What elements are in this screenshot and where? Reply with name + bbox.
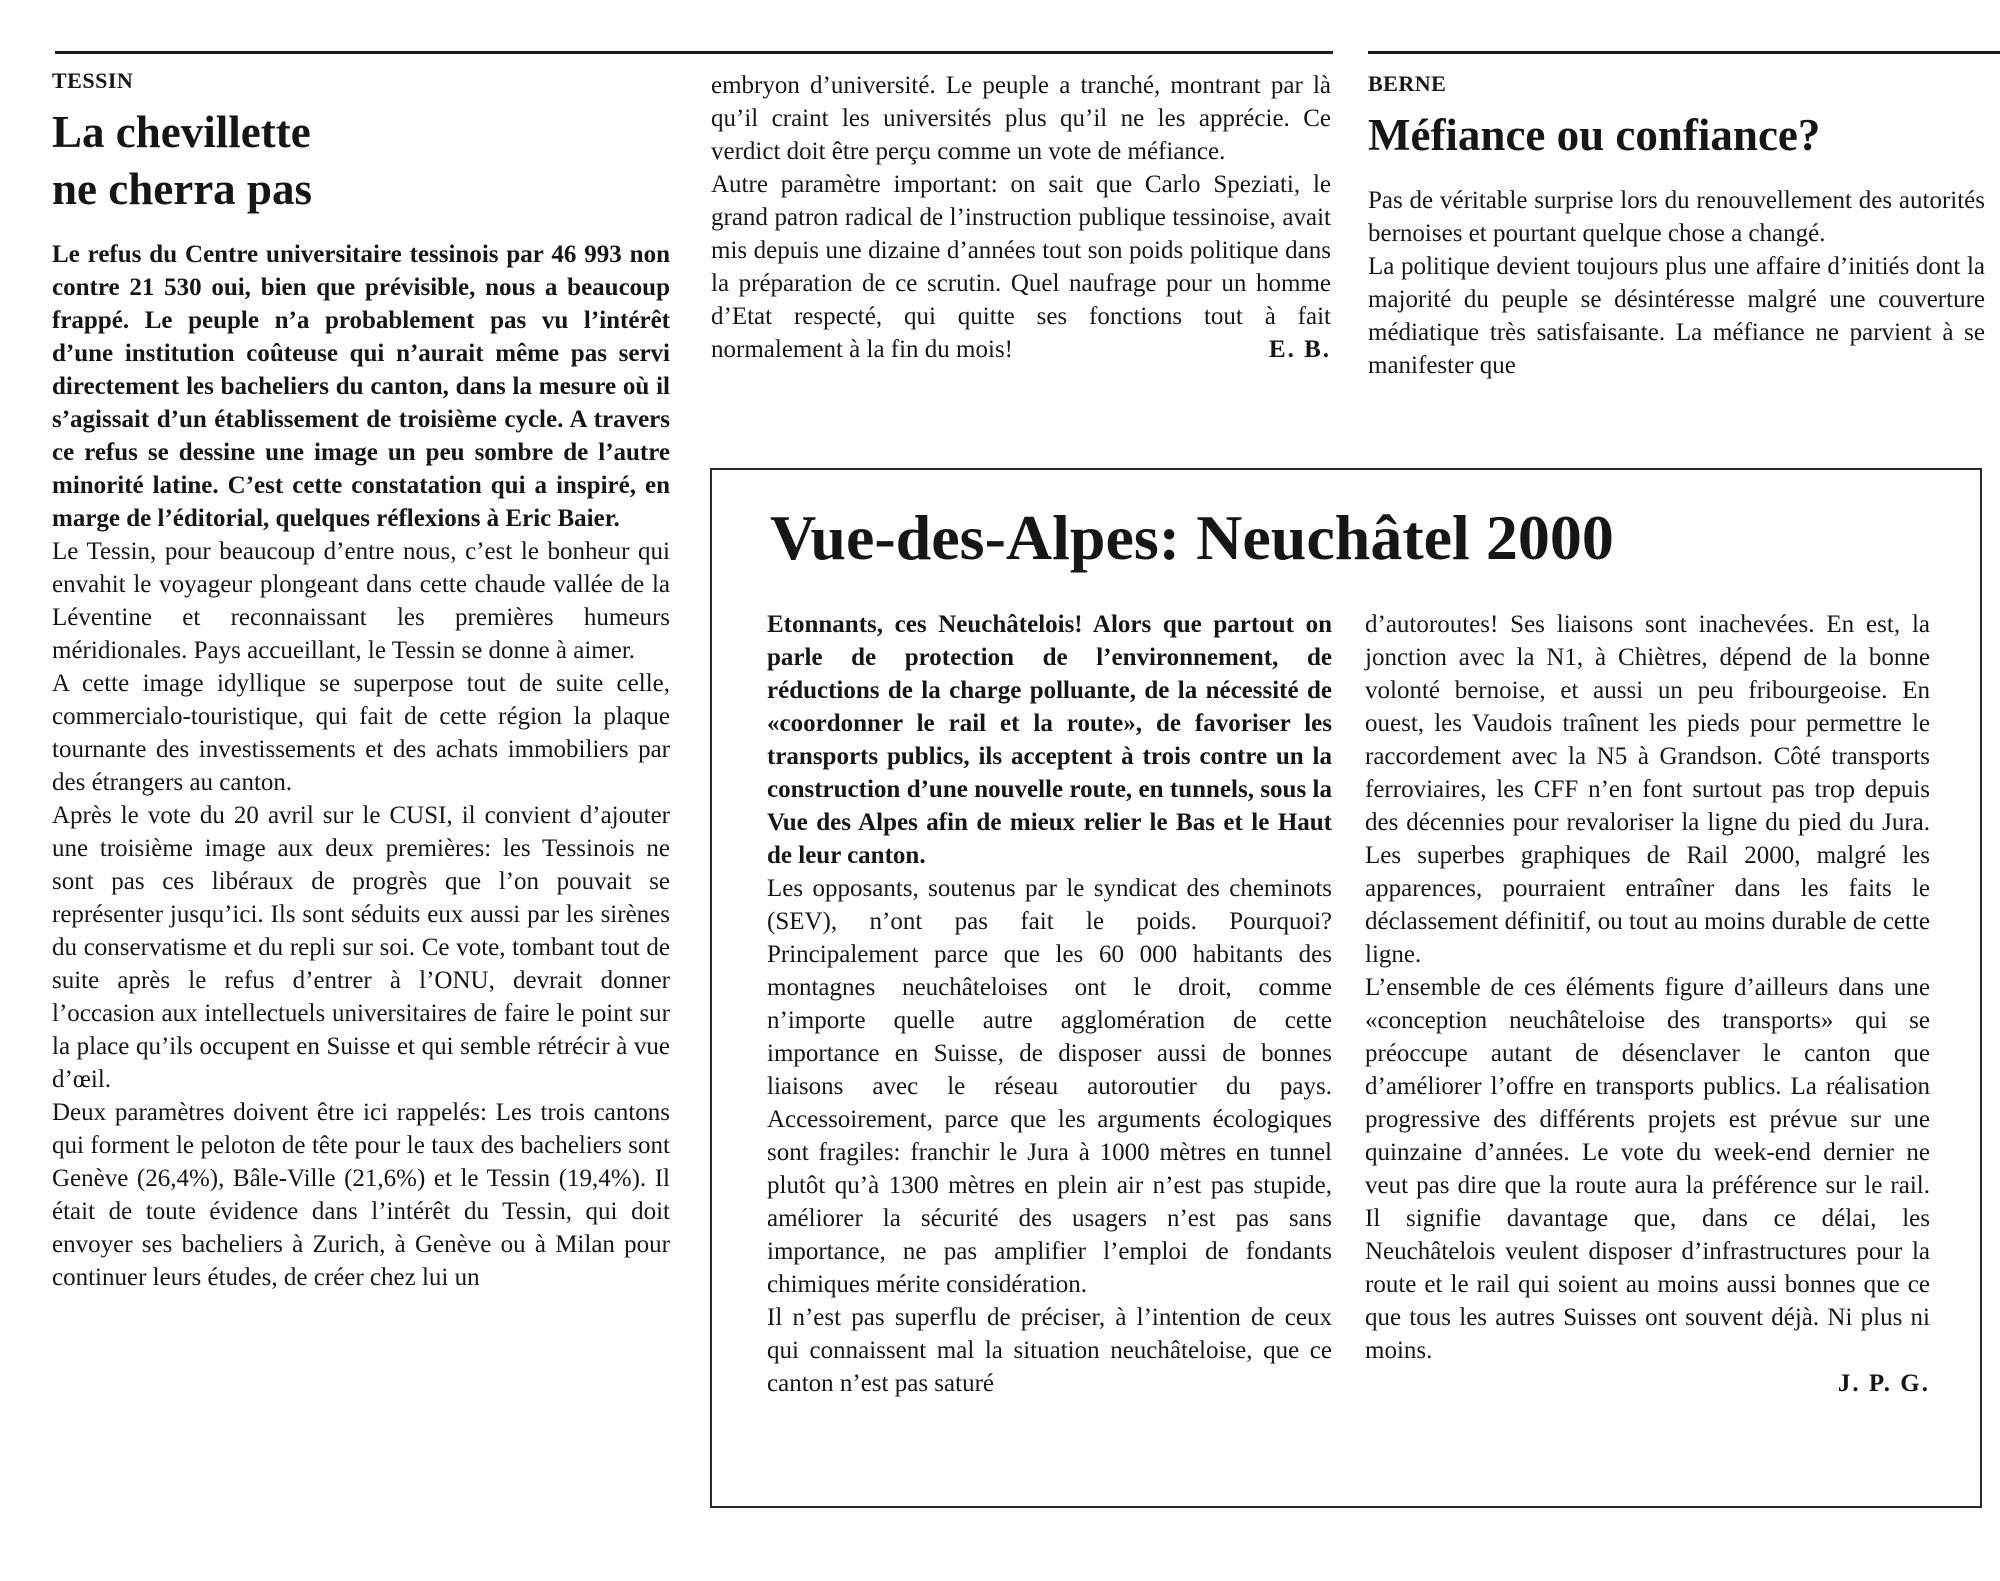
berne-paragraph: Pas de véritable surprise lors du renouvellement des autorités bernoises et pourtant quelque chose a changé. <box>1368 187 1985 247</box>
tessin-continuation-paragraph: embryon d’université. Le peuple a tranché, montrant par là qu’il craint les universités plus qu’il ne les apprécie. Ce verdict doit être perçu comme un vote de méfiance. <box>711 72 1331 165</box>
neuchatel-signature: J. P. G. <box>1837 1370 1930 1397</box>
tessin-lead: Le refus du Centre universitaire tessinois par 46 993 non contre 21 530 oui, bien que prévisible, nous a beaucoup frappé. Le peuple n’a probablement pas vu l’intérêt d’une institution coûteuse qui n’aurait même pas servi directement les bacheliers du canton, dans la mesure où il s’agissait d’un établissement de troisième cycle. A travers ce refus se dessine une image un peu sombre de l’autre minorité latine. C’est cette constatation qui a inspiré, en marge de l’éditorial, quelques réflexions à Eric Baier. <box>52 241 670 532</box>
top-rule-right <box>1368 51 2000 54</box>
neuchatel-paragraph: L’ensemble de ces éléments figure d’ailleurs dans une «conception neuchâteloise des transports» qui se préoccupe autant de désenclaver le canton que d’améliorer l’offre en transports publics. La réalisation progressive des différents projets est prévue sur une quinzaine d’années. Le vote du week-end dernier ne veut pas dire que la route aura la préférence sur le rail. Il signifie davantage que, dans ce délai, les Neuchâtelois veulent disposer d’infrastructures pour la route et le rail qui soient au moins aussi bonnes que ce que tous les autres Suisses ont souvent déjà. Ni plus ni moins. <box>1365 974 1930 1364</box>
tessin-column <box>52 66 670 1294</box>
tessin-headline-line2: ne cherra pas <box>52 164 312 214</box>
tessin-continuation-text: Autre paramètre important: on sait que Carlo Speziati, le grand patron radical de l’instruction publique tessinoise, avait mis depuis une dizaine d’années tout son poids politique dans la préparation de ce scrutin. Quel naufrage pour un homme d’Etat respecté, qui quitte ses fonctions tout à fait normalement à la fin du mois! <box>711 171 1331 363</box>
neuchatel-column-2 <box>1365 608 1930 1400</box>
neuchatel-paragraph: d’autoroutes! Ses liaisons sont inachevées. En est, la jonction avec la N1, à Chiètres, dépend de la bonne volonté bernoise, et aussi un peu fribourgeoise. En ouest, les Vaudois traînent les pieds pour permettre le raccordement avec la N5 à Grandson. Côté transports ferroviaires, les CFF n’en font surtout pas trop depuis des décennies pour revaloriser la ligne du pied du Jura. Les superbes graphiques de Rail 2000, malgré les apparences, pourraient entraîner dans les faits le déclassement définitif, ou tout au moins durable de cette ligne. <box>1365 611 1930 968</box>
neuchatel-headline: Vue-des-Alpes: Neuchâtel 2000 <box>770 502 1614 573</box>
tessin-headline <box>52 104 670 218</box>
berne-column <box>1368 69 1985 382</box>
tessin-signature: E. B. <box>1268 336 1331 363</box>
berne-kicker: BERNE <box>1368 71 1447 96</box>
neuchatel-paragraph: Les opposants, soutenus par le syndicat des cheminots (SEV), n’ont pas fait le poids. Pourquoi? Principalement parce que les 60 000 habitants des montagnes neuchâteloises ont le droit, comme n’importe quelle autre agglomération de cette importance en Suisse, de disposer aussi de bonnes liaisons avec le réseau autoroutier du pays. Accessoirement, parce que les arguments écologiques sont fragiles: franchir le Jura à 1000 mètres en tunnel plutôt qu’à 1300 mètres en plein air n’est pas stupide, améliorer la sécurité des usagers n’est pas sans importance, ne pas amplifier l’emploi de fondants chimiques mérite considération. <box>767 875 1332 1298</box>
tessin-continuation-column <box>711 69 1331 366</box>
tessin-continuation-paragraph <box>711 168 1331 366</box>
berne-paragraph: La politique devient toujours plus une affaire d’initiés dont la majorité du peuple se désintéresse malgré une couverture médiatique très satisfaisante. La méfiance ne parvient à se manifester que <box>1368 253 1985 379</box>
tessin-kicker: TESSIN <box>52 68 134 93</box>
tessin-paragraph: Après le vote du 20 avril sur le CUSI, il convient d’ajouter une troisième image aux deux premières: les Tessinois ne sont pas ces libéraux de progrès que l’on pouvait se représenter jusqu’ici. Ils sont séduits eux aussi par les sirènes du conservatisme et du repli sur soi. Ce vote, tombant tout de suite après le refus d’entrer à l’ONU, devrait donner l’occasion aux intellectuels universitaires de faire le point sur la place qu’ils occupent en Suisse et qui semble rétrécir à vue d’œil. <box>52 802 670 1093</box>
tessin-paragraph: A cette image idyllique se superpose tout de suite celle, commercialo-touristique, qui fait de cette région la plaque tournante des investissements et des achats immobiliers par des étrangers au canton. <box>52 670 670 796</box>
neuchatel-column-1 <box>767 608 1332 1400</box>
tessin-headline-line1: La chevillette <box>52 107 311 157</box>
berne-headline: Méfiance ou confiance? <box>1368 110 1821 160</box>
tessin-paragraph: Deux paramètres doivent être ici rappelés: Les trois cantons qui forment le peloton de tête pour le taux des bacheliers sont Genève (26,4%), Bâle-Ville (21,6%) et le Tessin (19,4%). Il était de toute évidence dans l’intérêt du Tessin, qui doit envoyer ses bacheliers à Zurich, à Genève ou à Milan pour continuer leurs études, de créer chez lui un <box>52 1099 670 1291</box>
neuchatel-paragraph: Il n’est pas superflu de préciser, à l’intention de ceux qui connaissent mal la situation neuchâteloise, que ce canton n’est pas saturé <box>767 1304 1332 1397</box>
neuchatel-lead: Etonnants, ces Neuchâtelois! Alors que partout on parle de protection de l’environnement, de réductions de la charge polluante, de la nécessité de «coordonner le rail et la route», de favoriser les transports publics, ils acceptent à trois contre un la construction d’une nouvelle route, en tunnels, sous la Vue des Alpes afin de mieux relier le Bas et le Haut de leur canton. <box>767 611 1332 869</box>
top-rule-left <box>55 51 1333 54</box>
tessin-paragraph: Le Tessin, pour beaucoup d’entre nous, c’est le bonheur qui envahit le voyageur plongeant dans cette chaude vallée de la Léventine et reconnaissant les premières humeurs méridionales. Pays accueillant, le Tessin se donne à aimer. <box>52 538 670 664</box>
